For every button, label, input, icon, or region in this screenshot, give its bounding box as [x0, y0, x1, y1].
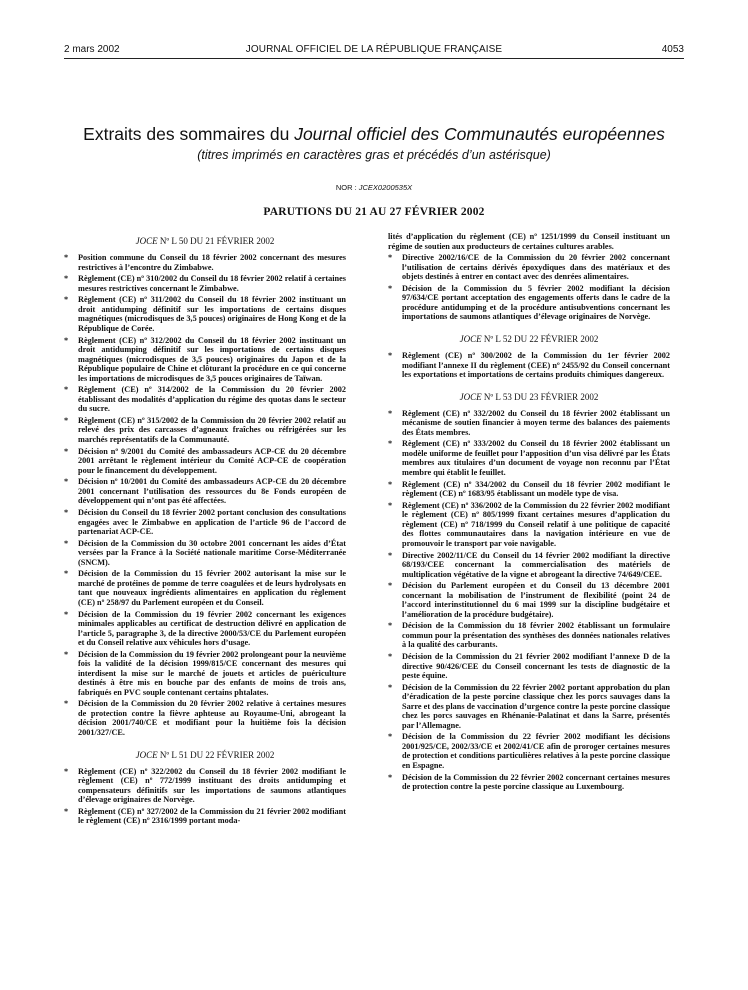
section-heading: [64, 236, 346, 247]
list-item: [388, 439, 670, 477]
section-gap: [388, 382, 670, 388]
left-column: [64, 232, 346, 828]
asterisk-bullet-icon: *: [64, 477, 69, 487]
asterisk-bullet-icon: *: [388, 351, 393, 361]
asterisk-bullet-icon: *: [388, 652, 393, 662]
section-date: Nº L 51 DU 22 FÉVRIER 2002: [157, 749, 275, 760]
title-prefix: Extraits des sommaires du: [83, 124, 295, 144]
asterisk-bullet-icon: *: [388, 500, 393, 510]
list-item: [64, 385, 346, 414]
asterisk-bullet-icon: *: [64, 806, 69, 816]
asterisk-bullet-icon: *: [388, 439, 393, 449]
item-text: Décision de la Commission du 22 février 2002 portant approbation du plan d’éradication de la peste porcine classique chez les porcs sauvages dans la Sarre et des plans de vaccination d’urgence contre la peste porcine classique chez les porcs sauvages en Rhénanie-Palatinat et dans la Sarre, présentés par l’Allemagne.: [402, 682, 670, 730]
page-subtitle: (titres imprimés en caractères gras et précédés d’un astérisque): [197, 148, 551, 162]
section-gap: [64, 740, 346, 746]
item-text: Décision de la Commission du 18 février 2002 établissant un formulaire commun pour la présentation des synthèses des données nationales relatives à la qualité des carburants.: [402, 621, 670, 650]
asterisk-bullet-icon: *: [388, 581, 393, 591]
item-text: Décision de la Commission du 21 février 2002 modifiant l’annexe D de la directive 90/426/CEE du Conseil concernant les tests de diagnostic de la peste équine.: [402, 652, 670, 681]
parutions-heading: PARUTIONS DU 21 AU 27 FÉVRIER 2002: [263, 206, 485, 218]
list-item: [64, 650, 346, 698]
asterisk-bullet-icon: *: [64, 766, 69, 776]
section-joce: JOCE: [135, 749, 158, 760]
right-column: [388, 232, 670, 794]
asterisk-bullet-icon: *: [388, 621, 393, 631]
list-item: [64, 767, 346, 805]
section-joce: JOCE: [459, 334, 482, 345]
section-joce: JOCE: [459, 391, 482, 402]
item-text: Règlement (CE) nº 327/2002 de la Commission du 21 février 2002 modifiant le règlement (CE) nº 2316/1999 portant moda-: [78, 806, 346, 826]
right-sections: [388, 324, 670, 792]
header-rule: [64, 58, 684, 59]
item-text: Décision de la Commission du 22 février 2002 modifiant les décisions 2001/925/CE, 2002/33/CE et 2002/41/CE afin de proroger certaines mesures de protection et conditions particulières relatives à la peste porcine classique en Espagne.: [402, 732, 670, 770]
item-text: Position commune du Conseil du 18 février 2002 concernant des mesures restrictives à l’encontre du Zimbabwe.: [78, 253, 346, 272]
item-text: Décision de la Commission du 22 février 2002 concernant certaines mesures de protection contre la peste porcine classique au Luxembourg.: [402, 772, 670, 792]
list-item: [388, 732, 670, 770]
nor-label: NOR :: [335, 183, 359, 192]
asterisk-bullet-icon: *: [64, 335, 69, 345]
title-italic: Journal officiel des Communautés européennes: [294, 124, 665, 144]
list-item: [388, 284, 670, 322]
asterisk-bullet-icon: *: [64, 538, 69, 548]
list-item: [64, 699, 346, 737]
item-text: Décision de la Commission du 15 février 2002 autorisant la mise sur le marché de protéines de pomme de terre coagulées et de leurs hydrolysats en tant que nouveaux ingrédients alimentaires en application du règlement (CE) nº 258/97 du Parlement européen et du Conseil.: [78, 569, 346, 607]
asterisk-bullet-icon: *: [64, 415, 69, 425]
list-item: [64, 807, 346, 826]
section-date: Nº L 50 DU 21 FÉVRIER 2002: [157, 236, 275, 246]
item-text: Règlement (CE) nº 311/2002 du Conseil du 18 février 2002 instituant un droit antidumping définitif sur les importations de certains disques magnétiques (microdisques de 3,5 pouces) originaires de Hong Kong et de la République de Corée.: [78, 295, 346, 333]
asterisk-bullet-icon: *: [388, 408, 393, 418]
list-item: [388, 409, 670, 438]
item-text: Décision de la Commission du 5 février 2002 modifiant la décision 97/634/CE portant acceptation des engagements offerts dans le cadre de la procédure antidumping et de la procédure antisubventions concernant les importations de saumons atlantiques d’élevage originaires de Norvège.: [402, 283, 670, 322]
list-item: [388, 581, 670, 619]
header-date: 2 mars 2002: [64, 44, 120, 55]
section-date: Nº L 52 DU 22 FÉVRIER 2002: [481, 334, 599, 345]
list-item: [388, 253, 670, 282]
asterisk-bullet-icon: *: [64, 274, 69, 284]
item-text: Décision du Parlement européen et du Conseil du 13 décembre 2001 concernant la mobilisation de l’instrument de flexibilité (point 24 de l’accord interinstitutionnel du 6 mai 1999 sur la discipline budgétaire et l’amélioration de la procédure budgétaire).: [402, 581, 670, 619]
right-lead-items: [388, 253, 670, 322]
asterisk-bullet-icon: *: [64, 446, 69, 456]
item-text: Décision nº 10/2001 du Comité des ambassadeurs ACP-CE du 20 décembre 2001 concernant l’utilisation des ressources du 8e Fonds européen de développement qui n’ont pas été affectées.: [78, 477, 346, 506]
page-header: [64, 44, 684, 62]
list-item: [64, 539, 346, 568]
continuation-text: lités d’application du règlement (CE) nº 1251/1999 du Conseil instituant un régime de soutien aux producteurs de certaines cultures arables.: [388, 232, 670, 251]
section-date: Nº L 53 DU 23 FÉVRIER 2002: [481, 391, 599, 402]
asterisk-bullet-icon: *: [388, 550, 393, 560]
nor-reference: [40, 183, 708, 192]
list-item: [64, 447, 346, 476]
asterisk-bullet-icon: *: [64, 385, 69, 395]
asterisk-bullet-icon: *: [388, 732, 393, 742]
list-item: [64, 416, 346, 445]
item-text: Décision de la Commission du 19 février 2002 prolongeant pour la neuvième fois la validité de la décision 1999/815/CE concernant des mesures qui interdisent la mise sur le marché de jouets et articles de puériculture destinés à être mis en bouche par des enfants de moins de trois ans, fabriqués en PVC souple contenant certains phtalates.: [78, 649, 346, 697]
list-item: [388, 621, 670, 650]
item-text: Directive 2002/11/CE du Conseil du 14 février 2002 modifiant la directive 68/193/CEE concernant la commercialisation des matériels de multiplication végétative de la vigne et abrogeant la directive 74/649/CEE.: [402, 550, 670, 579]
list-item: [388, 501, 670, 549]
list-item: [64, 295, 346, 333]
item-text: Règlement (CE) nº 315/2002 de la Commission du 20 février 2002 relatif au relevé des prix des carcasses d’agneaux fraîches ou réfrigérées sur les marchés représentatifs de la Communauté.: [78, 415, 346, 444]
asterisk-bullet-icon: *: [388, 682, 393, 692]
page-title: [40, 124, 708, 145]
list-item: [388, 351, 670, 380]
item-text: Règlement (CE) nº 312/2002 du Conseil du 18 février 2002 instituant un droit antidumping définitif sur les importations de certains disques magnétiques (microdisques de 3,5 pouces) originaires du Japon et de la République populaire de Chine et clôturant la procédure en ce qui concerne les importations de microdisques de 3,5 pouces originaires de Taïwan.: [78, 335, 346, 383]
list-item: [64, 508, 346, 537]
list-item: [388, 480, 670, 499]
list-item: [388, 652, 670, 681]
list-item: [388, 551, 670, 580]
asterisk-bullet-icon: *: [64, 253, 69, 262]
list-item: [64, 477, 346, 506]
item-text: Directive 2002/16/CE de la Commission du 20 février 2002 concernant l’utilisation de certains dérivés époxydiques dans des matériaux et des objets destinés à entrer en contact avec des denrées alimentaires.: [402, 253, 670, 282]
asterisk-bullet-icon: *: [388, 283, 393, 293]
list-item: [388, 683, 670, 731]
section-heading: [64, 750, 346, 761]
asterisk-bullet-icon: *: [64, 569, 69, 579]
item-text: Règlement (CE) nº 332/2002 du Conseil du 18 février 2002 établissant un mécanisme de soutien financier à moyen terme des balances des paiements des États membres.: [402, 408, 670, 437]
header-page-number: 4053: [661, 44, 684, 55]
asterisk-bullet-icon: *: [64, 649, 69, 659]
item-text: Règlement (CE) nº 310/2002 du Conseil du 18 février 2002 relatif à certaines mesures restrictives concernant le Zimbabwe.: [78, 274, 346, 293]
item-text: Règlement (CE) nº 336/2002 de la Commission du 22 février 2002 modifiant le règlement (CE) nº 805/1999 fixant certaines mesures d’application du règlement (CE) nº 718/1999 du Conseil relatif à une politique de capacité des flottes communautaires dans la navigation intérieure en vue de promouvoir le transport par voie navigable.: [402, 500, 670, 548]
section-heading: [388, 334, 670, 345]
asterisk-bullet-icon: *: [388, 253, 393, 263]
asterisk-bullet-icon: *: [64, 508, 69, 517]
list-item: [64, 253, 346, 272]
list-item: [388, 773, 670, 792]
header-journal-title: JOURNAL OFFICIEL DE LA RÉPUBLIQUE FRANÇAISE: [245, 44, 503, 55]
asterisk-bullet-icon: *: [64, 609, 69, 619]
item-text: Décision de la Commission du 19 février 2002 concernant les exigences minimales applicables au certificat de destruction délivré en application de l’article 5, paragraphe 3, de la directive 2000/53/CE du Parlement européen et du Conseil relative aux véhicules hors d’usage.: [78, 609, 346, 648]
item-text: Règlement (CE) nº 314/2002 de la Commission du 20 février 2002 établissant des modalités d’application du régime des quotas dans le secteur du sucre.: [78, 385, 346, 414]
item-text: Décision nº 9/2001 du Comité des ambassadeurs ACP-CE du 20 décembre 2001 arrêtant le règlement intérieur du Comité ACP-CE de coopération pour le financement du développement.: [78, 446, 346, 475]
section-gap: [388, 324, 670, 330]
list-item: [64, 336, 346, 384]
item-text: Règlement (CE) nº 322/2002 du Conseil du 18 février 2002 modifiant le règlement (CE) nº 772/1999 instituant des droits antidumping et compensateurs définitifs sur les importations de saumons atlantiques d’élevage originaires de Norvège.: [78, 766, 346, 805]
list-item: [64, 569, 346, 607]
item-text: Décision du Conseil du 18 février 2002 portant conclusion des consultations engagées avec le Zimbabwe en application de l’article 96 de l’accord de partenariat ACP-CE.: [78, 508, 346, 536]
item-text: Décision de la Commission du 20 février 2002 relative à certaines mesures de protection contre la fièvre aphteuse au Royaume-Uni, abrogeant la décision 2001/740/CE et modifiant pour la huitième fois la décision 2001/327/CE.: [78, 699, 346, 737]
section-joce: JOCE: [135, 236, 158, 246]
item-text: Règlement (CE) nº 334/2002 du Conseil du 18 février 2002 modifiant le règlement (CE) nº 1683/95 établissant un modèle type de visa.: [402, 479, 670, 499]
asterisk-bullet-icon: *: [64, 699, 69, 709]
list-item: [64, 610, 346, 648]
section-heading: [388, 392, 670, 403]
item-text: Règlement (CE) nº 333/2002 du Conseil du 18 février 2002 établissant un modèle uniforme de feuillet pour l’apposition d’un visa délivré par les États membres aux titulaires d’un document de voyage non reconnu par l’État membre qui établit le feuillet.: [402, 439, 670, 477]
list-item: [64, 274, 346, 293]
nor-value: JCEX0200535X: [358, 183, 413, 192]
asterisk-bullet-icon: *: [388, 772, 393, 782]
item-text: Règlement (CE) nº 300/2002 de la Commission du 1er février 2002 modifiant l’annexe II du règlement (CEE) nº 2455/92 du Conseil concernant les exportations et importations de certains produits chimiques dangereux.: [402, 351, 670, 380]
asterisk-bullet-icon: *: [64, 295, 69, 305]
asterisk-bullet-icon: *: [388, 479, 393, 489]
item-text: Décision de la Commission du 30 octobre 2001 concernant les aides d’État versées par la France à la Société nationale maritime Corse-Méditerranée (SNCM).: [78, 538, 346, 567]
